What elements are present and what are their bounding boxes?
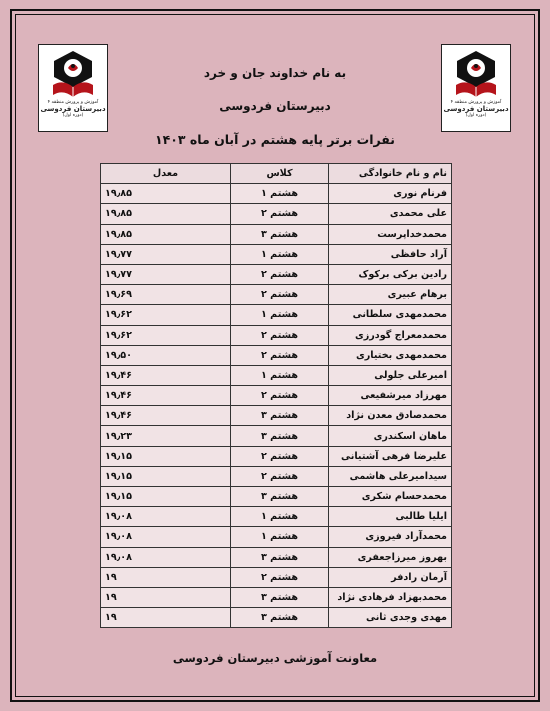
student-name-cell: امیرعلی جلولی (329, 365, 452, 385)
table-row (101, 204, 452, 224)
table-row (101, 487, 452, 507)
school-logo-left (38, 44, 108, 132)
class-cell: هشتم ۱ (231, 507, 329, 527)
student-name-cell: محمدصادق معدن نژاد (329, 406, 452, 426)
class-cell: هشتم ۳ (231, 608, 329, 628)
class-cell: هشتم ۳ (231, 426, 329, 446)
average-cell: ۱۹٫۷۷ (101, 264, 231, 284)
column-header-name: نام و نام خانوادگی (329, 164, 452, 184)
class-cell: هشتم ۱ (231, 527, 329, 547)
average-cell: ۱۹٫۵۰ (101, 345, 231, 365)
table-row (101, 507, 452, 527)
class-cell: هشتم ۲ (231, 264, 329, 284)
student-name-cell: علیرضا فرهی آشتیانی (329, 446, 452, 466)
table-row (101, 567, 452, 587)
student-name-cell: برهام عبیری (329, 285, 452, 305)
class-cell: هشتم ۳ (231, 224, 329, 244)
column-header-class: کلاس (231, 164, 329, 184)
table-row (101, 325, 452, 345)
table-row (101, 264, 452, 284)
student-name-cell: محمدبهزاد فرهادی نژاد (329, 587, 452, 607)
average-cell: ۱۹٫۲۳ (101, 426, 231, 446)
class-cell: هشتم ۳ (231, 547, 329, 567)
average-cell: ۱۹٫۸۵ (101, 184, 231, 204)
student-name-cell: آراد حافظی (329, 244, 452, 264)
table-row (101, 547, 452, 567)
student-name-cell: رادین برکی برکوک (329, 264, 452, 284)
table-row (101, 224, 452, 244)
student-name-cell: آرمان رادفر (329, 567, 452, 587)
logo-org-text: آموزش و پرورش منطقه ۴ (450, 100, 502, 105)
school-name-heading: دبیرستان فردوسی (219, 99, 331, 113)
class-cell: هشتم ۲ (231, 345, 329, 365)
student-name-cell: محمدحسام شکری (329, 487, 452, 507)
student-name-cell: علی محمدی (329, 204, 452, 224)
class-cell: هشتم ۳ (231, 487, 329, 507)
class-cell: هشتم ۲ (231, 386, 329, 406)
average-cell: ۱۹ (101, 587, 231, 607)
average-cell: ۱۹٫۰۸ (101, 507, 231, 527)
student-name-cell: ماهان اسکندری (329, 426, 452, 446)
student-name-cell: محمدمهدی سلطانی (329, 305, 452, 325)
logo-period-text: (دوره اول) (62, 113, 84, 118)
class-cell: هشتم ۱ (231, 305, 329, 325)
table-row (101, 184, 452, 204)
average-cell: ۱۹٫۶۹ (101, 285, 231, 305)
average-cell: ۱۹٫۰۸ (101, 547, 231, 567)
class-cell: هشتم ۳ (231, 406, 329, 426)
class-cell: هشتم ۲ (231, 204, 329, 224)
class-cell: هشتم ۱ (231, 184, 329, 204)
logo-org-text: آموزش و پرورش منطقه ۴ (47, 100, 99, 105)
table-row (101, 527, 452, 547)
class-cell: هشتم ۱ (231, 244, 329, 264)
table-row (101, 406, 452, 426)
top-students-table (100, 163, 452, 628)
class-cell: هشتم ۲ (231, 567, 329, 587)
average-cell: ۱۹٫۱۵ (101, 446, 231, 466)
average-cell: ۱۹٫۴۶ (101, 365, 231, 385)
student-name-cell: محمدمهدی بختیاری (329, 345, 452, 365)
table-header-row (101, 164, 452, 184)
table-row (101, 365, 452, 385)
book-emblem-icon (453, 49, 499, 99)
table-row (101, 345, 452, 365)
average-cell: ۱۹٫۰۸ (101, 527, 231, 547)
table-row (101, 305, 452, 325)
average-cell: ۱۹ (101, 608, 231, 628)
logo-school-text: دبیرستان فردوسی (443, 105, 509, 113)
table-row (101, 446, 452, 466)
average-cell: ۱۹ (101, 567, 231, 587)
student-name-cell: بهروز میرزاجعفری (329, 547, 452, 567)
table-row (101, 244, 452, 264)
logo-period-text: (دوره اول) (465, 113, 487, 118)
column-header-average: معدل (101, 164, 231, 184)
class-cell: هشتم ۲ (231, 446, 329, 466)
invocation-heading: به نام خداوند جان و خرد (203, 66, 347, 80)
average-cell: ۱۹٫۴۶ (101, 386, 231, 406)
student-name-cell: محمدمعراج گودرزی (329, 325, 452, 345)
class-cell: هشتم ۳ (231, 587, 329, 607)
average-cell: ۱۹٫۷۷ (101, 244, 231, 264)
student-name-cell: مهرزاد میرشفیعی (329, 386, 452, 406)
class-cell: هشتم ۲ (231, 325, 329, 345)
table-row (101, 466, 452, 486)
average-cell: ۱۹٫۸۵ (101, 204, 231, 224)
student-name-cell: ایلیا طالبی (329, 507, 452, 527)
class-cell: هشتم ۲ (231, 285, 329, 305)
student-name-cell: فرنام نوری (329, 184, 452, 204)
table-row (101, 386, 452, 406)
class-cell: هشتم ۱ (231, 365, 329, 385)
page-title: نفرات برتر پایه هشتم در آبان ماه ۱۴۰۳ (155, 132, 395, 147)
student-name-cell: محمدآراد فیروزی (329, 527, 452, 547)
table-row (101, 285, 452, 305)
table-row (101, 608, 452, 628)
average-cell: ۱۹٫۴۶ (101, 406, 231, 426)
class-cell: هشتم ۲ (231, 466, 329, 486)
average-cell: ۱۹٫۸۵ (101, 224, 231, 244)
average-cell: ۱۹٫۱۵ (101, 466, 231, 486)
footer-signature: معاونت آموزشی دبیرستان فردوسی (172, 651, 378, 665)
logo-school-text: دبیرستان فردوسی (40, 105, 106, 113)
student-name-cell: محمدخداپرست (329, 224, 452, 244)
student-name-cell: مهدی وجدی ثانی (329, 608, 452, 628)
school-logo-right (441, 44, 511, 132)
average-cell: ۱۹٫۶۲ (101, 325, 231, 345)
student-name-cell: سیدامیرعلی هاشمی (329, 466, 452, 486)
table-row (101, 587, 452, 607)
table-row (101, 426, 452, 446)
book-emblem-icon (50, 49, 96, 99)
average-cell: ۱۹٫۶۲ (101, 305, 231, 325)
average-cell: ۱۹٫۱۵ (101, 487, 231, 507)
